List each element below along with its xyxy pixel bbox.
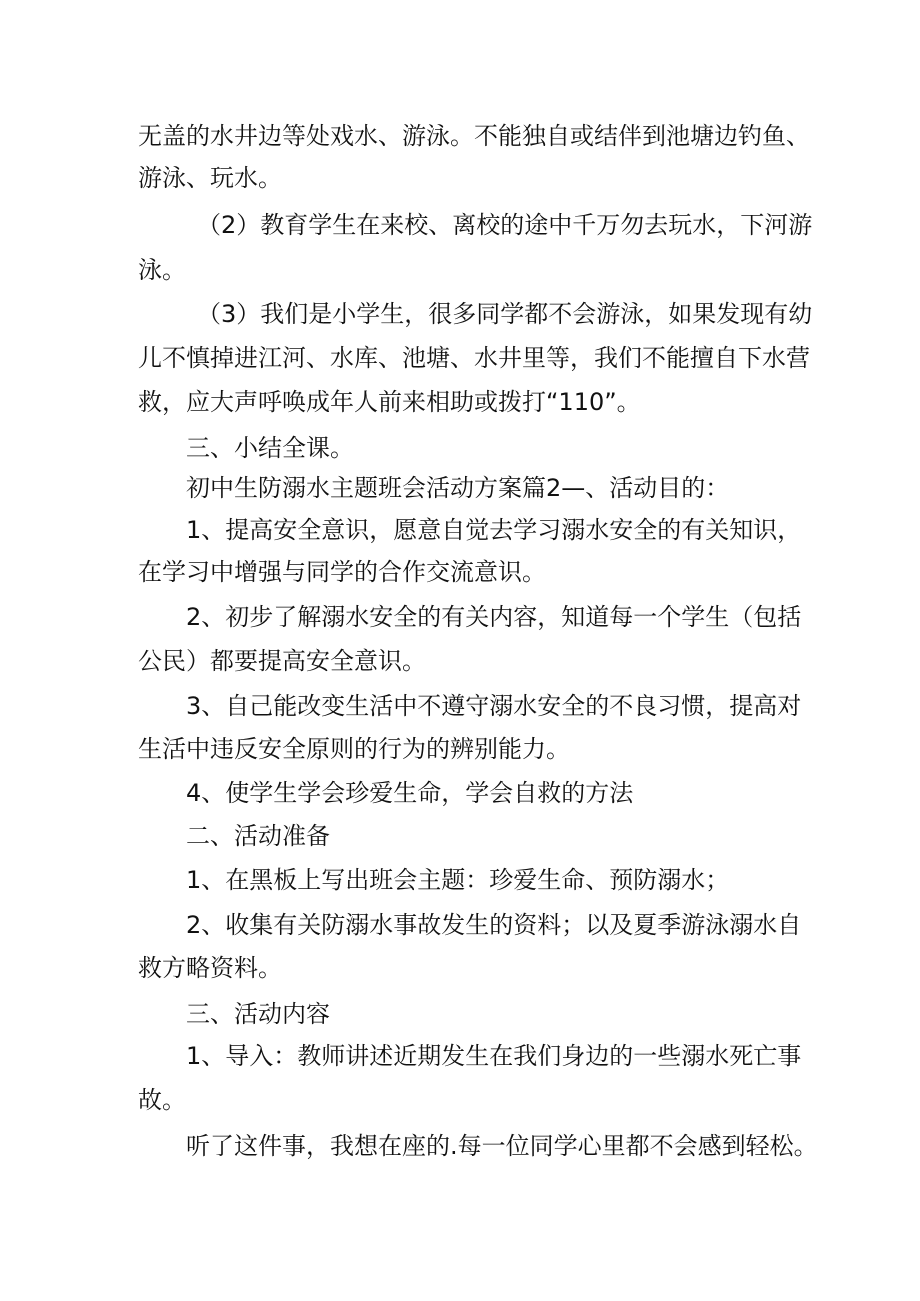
text-line-5: （3）我们是小学生，很多同学都不会游泳，如果发现有幼: [197, 300, 813, 328]
text-line-6: 儿不慎掉进江河、水库、池塘、水井里等，我们不能擅自下水营: [138, 344, 810, 372]
text-line-10: 1、提高安全意识，愿意自觉去学习溺水安全的有关知识，: [186, 516, 802, 544]
text-line-3: （2）教育学生在来校、离校的途中千万勿去玩水，下河游: [197, 211, 813, 239]
text-line-19: 2、收集有关防溺水事故发生的资料；以及夏季游泳溺水自: [186, 911, 802, 939]
text-line-16: 4、使学生学会珍爱生命，学会自救的方法: [186, 779, 634, 807]
text-line-24: 听了这件事，我想在座的.每一位同学心里都不会感到轻松。: [186, 1132, 818, 1160]
text-line-18: 1、在黑板上写出班会主题：珍爱生命、预防溺水；: [186, 866, 730, 894]
text-line-14: 3、自己能改变生活中不遵守溺水安全的不良习惯，提高对: [186, 692, 802, 720]
text-line-23: 故。: [138, 1086, 186, 1114]
text-line-7: 救，应大声呼唤成年人前来相助或拨打“110”。: [138, 388, 641, 416]
text-line-1: 无盖的水井边等处戏水、游泳。不能独自或结伴到池塘边钓鱼、: [138, 122, 810, 150]
text-line-22: 1、导入：教师讲述近期发生在我们身边的一些溺水死亡事: [186, 1042, 802, 1070]
text-line-12: 2、初步了解溺水安全的有关内容，知道每一个学生（包括: [186, 603, 802, 631]
text-line-20: 救方略资料。: [138, 954, 282, 982]
section-heading-content: 三、活动内容: [186, 1000, 330, 1028]
section-heading-preparation: 二、活动准备: [186, 822, 330, 850]
text-line-15: 生活中违反安全原则的行为的辨别能力。: [138, 735, 570, 763]
text-line-13: 公民）都要提高安全意识。: [138, 647, 426, 675]
text-line-9: 初中生防溺水主题班会活动方案篇2—、活动目的：: [186, 474, 730, 502]
text-line-11: 在学习中增强与同学的合作交流意识。: [138, 558, 546, 586]
text-line-2: 游泳、玩水。: [138, 164, 282, 192]
section-heading-summary: 三、小结全课。: [186, 434, 354, 462]
text-line-4: 泳。: [138, 256, 186, 284]
